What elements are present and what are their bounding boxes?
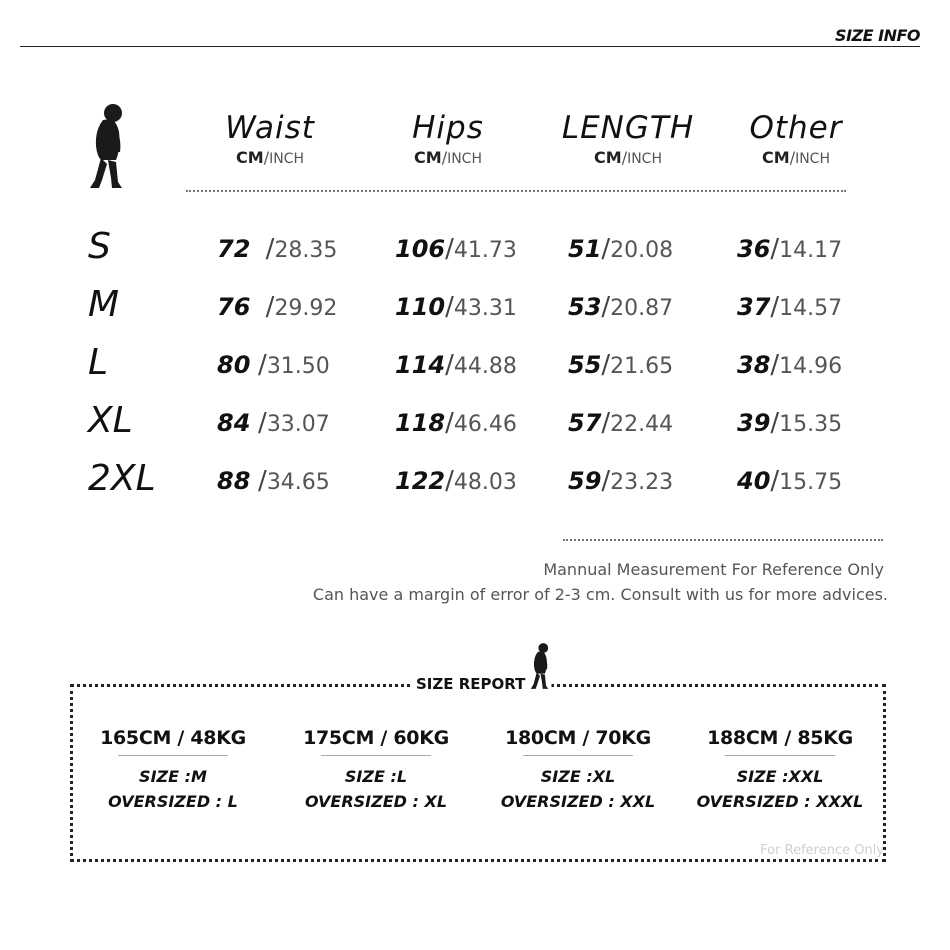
report-body-measure: 180CM / 70KG bbox=[505, 727, 651, 749]
waist-cell: 76 /29.92 bbox=[217, 292, 338, 322]
column-unit: CM/INCH bbox=[236, 148, 304, 167]
column-header-waist bbox=[190, 110, 350, 167]
column-header-other bbox=[716, 110, 876, 167]
size-label: 2XL bbox=[88, 458, 156, 499]
column-name: Other bbox=[749, 110, 843, 146]
report-divider bbox=[725, 755, 835, 756]
column-unit: CM/INCH bbox=[414, 148, 482, 167]
waist-cell: 80 /31.50 bbox=[217, 350, 330, 380]
ape-figure-icon bbox=[86, 102, 128, 190]
column-unit: CM/INCH bbox=[594, 148, 662, 167]
report-item bbox=[78, 727, 268, 814]
notes-dotted-divider bbox=[563, 539, 883, 541]
report-oversized: OVERSIZED : XXL bbox=[500, 792, 656, 811]
report-body-measure: 165CM / 48KG bbox=[100, 727, 246, 749]
report-size: SIZE :L bbox=[344, 767, 408, 786]
header-dotted-divider bbox=[186, 190, 846, 192]
length-cell: 59/23.23 bbox=[568, 466, 674, 496]
report-body-measure: 188CM / 85KG bbox=[707, 727, 853, 749]
report-item bbox=[685, 727, 875, 814]
reference-note: Mannual Measurement For Reference Only bbox=[543, 560, 884, 579]
waist-cell: 72 /28.35 bbox=[217, 234, 338, 264]
length-cell: 51/20.08 bbox=[568, 234, 674, 264]
report-oversized: OVERSIZED : XL bbox=[304, 792, 448, 811]
size-label: L bbox=[88, 342, 109, 383]
hips-cell: 106/41.73 bbox=[395, 234, 517, 264]
report-size: SIZE :XXL bbox=[736, 767, 824, 786]
report-divider bbox=[118, 755, 228, 756]
column-name: LENGTH bbox=[561, 110, 695, 146]
size-label: XL bbox=[88, 400, 133, 441]
column-header-length bbox=[548, 110, 708, 167]
size-info-title: SIZE INFO bbox=[835, 26, 920, 45]
header-divider bbox=[20, 46, 920, 47]
report-body-measure: 175CM / 60KG bbox=[303, 727, 449, 749]
column-header-hips bbox=[368, 110, 528, 167]
hips-cell: 110/43.31 bbox=[395, 292, 517, 322]
waist-cell: 84 /33.07 bbox=[217, 408, 330, 438]
other-cell: 39/15.35 bbox=[737, 408, 843, 438]
hips-cell: 114/44.88 bbox=[395, 350, 517, 380]
size-report-title: SIZE REPORT bbox=[410, 675, 531, 693]
report-footnote: For Reference Only bbox=[760, 843, 884, 858]
length-cell: 57/22.44 bbox=[568, 408, 674, 438]
report-oversized: OVERSIZED : L bbox=[108, 792, 238, 811]
column-unit: CM/INCH bbox=[762, 148, 830, 167]
size-label: S bbox=[88, 226, 111, 267]
size-label: M bbox=[88, 284, 120, 325]
report-size: SIZE :XL bbox=[540, 767, 616, 786]
other-cell: 38/14.96 bbox=[737, 350, 843, 380]
column-name: Hips bbox=[412, 110, 484, 146]
report-item bbox=[281, 727, 471, 814]
report-item bbox=[483, 727, 673, 814]
column-name: Waist bbox=[225, 110, 315, 146]
other-cell: 37/14.57 bbox=[737, 292, 843, 322]
report-oversized: OVERSIZED : XXXL bbox=[696, 792, 864, 811]
other-cell: 40/15.75 bbox=[737, 466, 843, 496]
length-cell: 53/20.87 bbox=[568, 292, 674, 322]
ape-figure-icon bbox=[528, 642, 552, 690]
report-divider bbox=[321, 755, 431, 756]
length-cell: 55/21.65 bbox=[568, 350, 674, 380]
hips-cell: 118/46.46 bbox=[395, 408, 517, 438]
report-size: SIZE :M bbox=[139, 767, 207, 786]
report-divider bbox=[523, 755, 633, 756]
other-cell: 36/14.17 bbox=[737, 234, 843, 264]
waist-cell: 88 /34.65 bbox=[217, 466, 330, 496]
hips-cell: 122/48.03 bbox=[395, 466, 517, 496]
margin-note: Can have a margin of error of 2-3 cm. Consult with us for more advices. bbox=[312, 585, 888, 604]
